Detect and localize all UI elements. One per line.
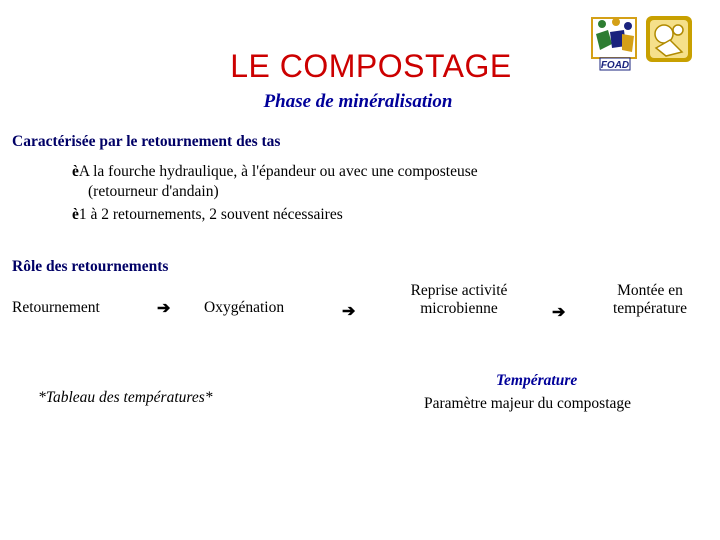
flow-step-line: température	[612, 300, 687, 317]
logo-label: FOAD	[600, 60, 630, 71]
page-title: LE COMPOSTAGE	[230, 48, 512, 84]
page-subtitle: Phase de minéralisation	[263, 91, 453, 112]
temperature-table-note: *Tableau des températures*	[38, 389, 213, 406]
flow-step-line: microbienne	[420, 300, 498, 317]
bullet-item-2	[72, 206, 343, 224]
bullet-text: A la fourche hydraulique, à l'épandeur ou avec une composteuse	[78, 163, 478, 180]
bullet-text: 1 à 2 retournements, 2 souvent nécessaires	[78, 206, 343, 223]
flow-step-line: Reprise activité	[410, 282, 508, 299]
section-heading-turning-role: Rôle des retournements	[12, 258, 169, 275]
flow-arrow-icon: ➔	[157, 300, 171, 317]
bullet-item-1	[72, 163, 478, 181]
flow-arrow-icon: ➔	[342, 303, 356, 320]
flow-step-microbial-activity	[394, 282, 524, 318]
flow-step-temperature-rise	[600, 282, 700, 318]
section-heading-characterization: Caractérisée par le retournement des tas	[12, 133, 281, 150]
bullet-arrow-icon: è	[72, 163, 79, 180]
temperature-title: Température	[496, 372, 578, 389]
temperature-caption: Paramètre majeur du compostage	[424, 395, 632, 412]
bullet-arrow-icon: è	[72, 206, 79, 223]
flow-step-line: Montée en	[617, 282, 683, 299]
flow-step-oxygenation: Oxygénation	[204, 299, 285, 316]
bullet-item-1-continuation: (retourneur d'andain)	[88, 183, 219, 200]
flow-step-turning: Retournement	[12, 299, 100, 316]
flow-arrow-icon: ➔	[552, 304, 566, 321]
